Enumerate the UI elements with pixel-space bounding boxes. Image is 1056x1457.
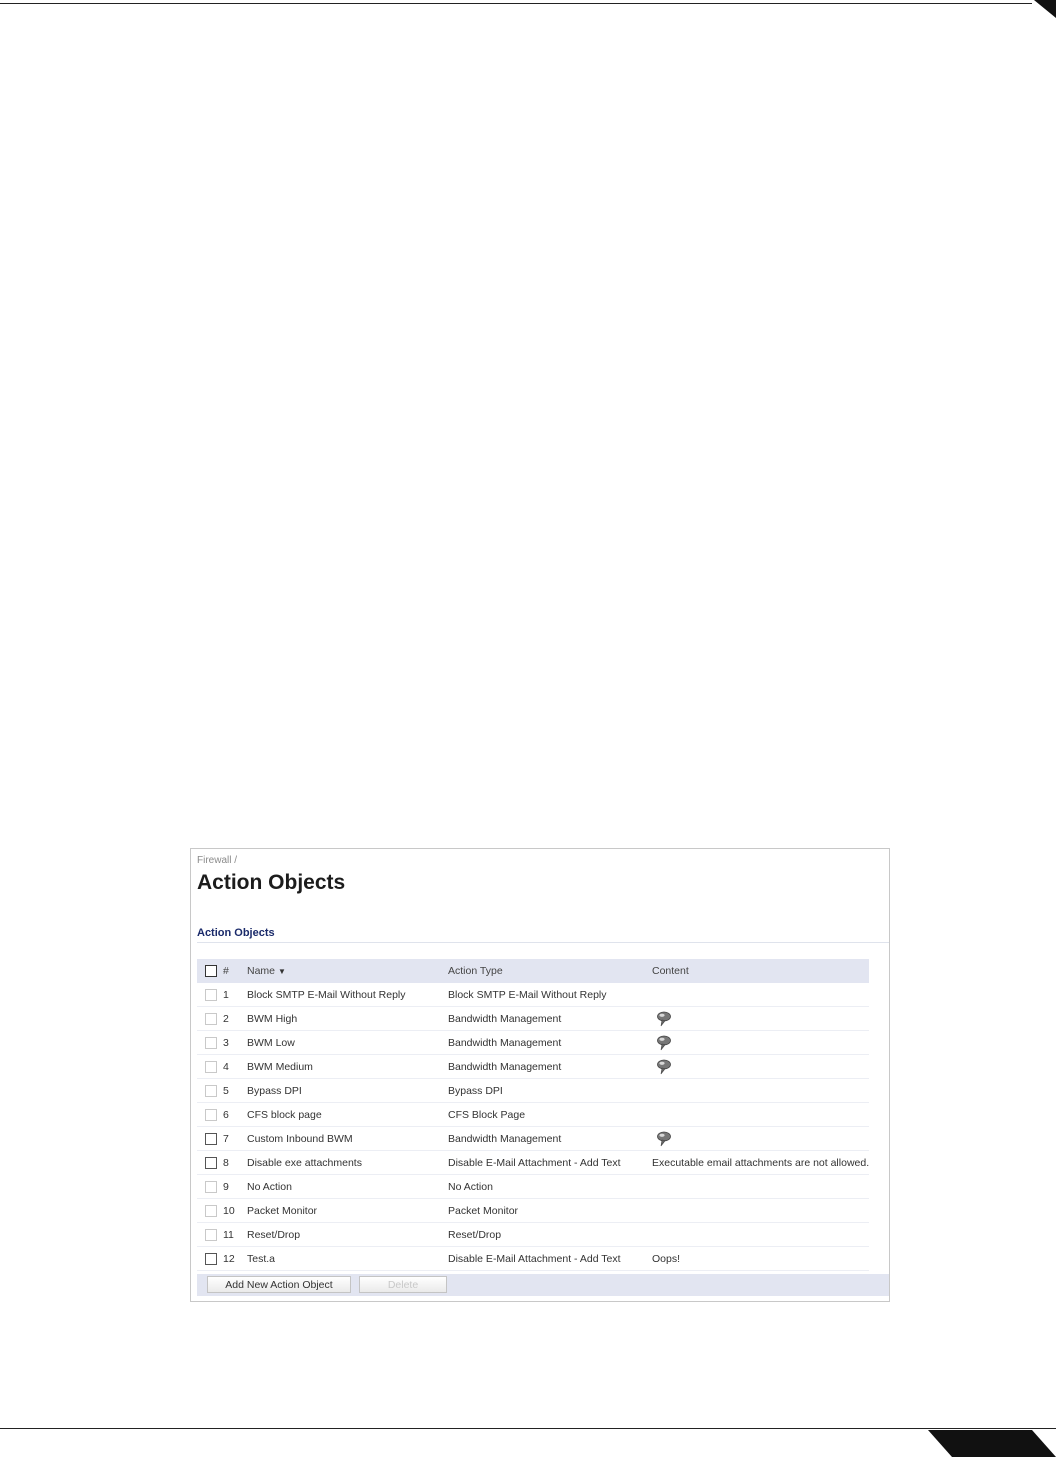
row-action-type: Block SMTP E-Mail Without Reply: [448, 983, 652, 1007]
row-number: 4: [223, 1055, 247, 1079]
row-action-type: Bandwidth Management: [448, 1055, 652, 1079]
row-number: 11: [223, 1223, 247, 1247]
row-checkbox[interactable]: [205, 1157, 217, 1169]
select-all-checkbox[interactable]: [205, 965, 217, 977]
row-number: 10: [223, 1199, 247, 1223]
row-checkbox[interactable]: [205, 1181, 217, 1193]
row-name: Disable exe attachments: [247, 1151, 448, 1175]
row-number: 9: [223, 1175, 247, 1199]
row-content: [652, 1103, 869, 1127]
table-row[interactable]: [197, 1151, 869, 1175]
row-select-cell: [197, 1199, 223, 1223]
row-select-cell: [197, 1055, 223, 1079]
row-select-cell: [197, 1031, 223, 1055]
row-checkbox[interactable]: [205, 1229, 217, 1241]
top-rule: [0, 3, 1032, 4]
column-header-num[interactable]: #: [223, 959, 247, 983]
row-number: 7: [223, 1127, 247, 1151]
row-name: No Action: [247, 1175, 448, 1199]
action-objects-screenshot: [190, 848, 890, 1302]
row-checkbox[interactable]: [205, 1061, 217, 1073]
row-checkbox[interactable]: [205, 1085, 217, 1097]
row-number: 1: [223, 983, 247, 1007]
triangle-down-icon[interactable]: ▼: [278, 967, 286, 976]
table-row[interactable]: [197, 1031, 869, 1055]
row-name: Test.a: [247, 1247, 448, 1271]
row-name: BWM High: [247, 1007, 448, 1031]
table-row[interactable]: [197, 1223, 869, 1247]
row-number: 5: [223, 1079, 247, 1103]
row-action-type: Reset/Drop: [448, 1223, 652, 1247]
table-footer: [197, 1274, 889, 1296]
row-checkbox[interactable]: [205, 1205, 217, 1217]
row-action-type: Bandwidth Management: [448, 1031, 652, 1055]
row-select-cell: [197, 1103, 223, 1127]
row-name: Packet Monitor: [247, 1199, 448, 1223]
row-content: [652, 1007, 869, 1031]
comment-bubble-icon[interactable]: [656, 1011, 672, 1027]
breadcrumb[interactable]: Firewall /: [197, 855, 238, 866]
row-content: [652, 1031, 869, 1055]
row-action-type: Disable E-Mail Attachment - Add Text: [448, 1151, 652, 1175]
row-action-type: Bandwidth Management: [448, 1127, 652, 1151]
table-row[interactable]: [197, 1079, 869, 1103]
column-header-name[interactable]: [247, 959, 448, 983]
row-name: Bypass DPI: [247, 1079, 448, 1103]
row-number: 3: [223, 1031, 247, 1055]
corner-tab-bottom: [928, 1430, 1056, 1457]
select-all-cell: [197, 959, 223, 983]
row-name: Block SMTP E-Mail Without Reply: [247, 983, 448, 1007]
row-select-cell: [197, 1175, 223, 1199]
action-objects-table: [197, 959, 869, 1271]
row-action-type: Disable E-Mail Attachment - Add Text: [448, 1247, 652, 1271]
row-checkbox[interactable]: [205, 1109, 217, 1121]
row-select-cell: [197, 1151, 223, 1175]
corner-tab-top: [1034, 0, 1056, 18]
row-name: Reset/Drop: [247, 1223, 448, 1247]
row-content: Oops!: [652, 1247, 869, 1271]
row-action-type: No Action: [448, 1175, 652, 1199]
row-select-cell: [197, 1007, 223, 1031]
row-content: [652, 1223, 869, 1247]
row-select-cell: [197, 1127, 223, 1151]
bottom-rule: [0, 1428, 1056, 1429]
table-row[interactable]: [197, 1175, 869, 1199]
comment-bubble-icon[interactable]: [656, 1131, 672, 1147]
table-row[interactable]: [197, 1055, 869, 1079]
row-content: [652, 1175, 869, 1199]
row-content: Executable email attachments are not allowed.: [652, 1151, 869, 1175]
delete-button[interactable]: Delete: [359, 1276, 447, 1293]
section-divider: [197, 942, 889, 943]
row-number: 6: [223, 1103, 247, 1127]
add-new-action-object-button[interactable]: Add New Action Object: [207, 1276, 351, 1293]
row-select-cell: [197, 983, 223, 1007]
row-checkbox[interactable]: [205, 1013, 217, 1025]
section-title: Action Objects: [197, 927, 275, 939]
row-name: BWM Low: [247, 1031, 448, 1055]
column-header-name-label: Name: [247, 965, 276, 977]
table-row[interactable]: [197, 1247, 869, 1271]
row-select-cell: [197, 1223, 223, 1247]
table-row[interactable]: [197, 1127, 869, 1151]
row-number: 12: [223, 1247, 247, 1271]
column-header-action-type[interactable]: Action Type: [448, 959, 652, 983]
page-title: Action Objects: [197, 871, 346, 894]
column-header-content[interactable]: Content: [652, 959, 869, 983]
row-checkbox[interactable]: [205, 989, 217, 1001]
table-row[interactable]: [197, 1007, 869, 1031]
row-number: 8: [223, 1151, 247, 1175]
row-content: [652, 1055, 869, 1079]
row-checkbox[interactable]: [205, 1037, 217, 1049]
row-content: [652, 983, 869, 1007]
row-select-cell: [197, 1079, 223, 1103]
row-name: Custom Inbound BWM: [247, 1127, 448, 1151]
comment-bubble-icon[interactable]: [656, 1059, 672, 1075]
row-action-type: Bypass DPI: [448, 1079, 652, 1103]
table-row[interactable]: [197, 1103, 869, 1127]
row-select-cell: [197, 1247, 223, 1271]
row-content: [652, 1127, 869, 1151]
row-name: BWM Medium: [247, 1055, 448, 1079]
table-row[interactable]: [197, 1199, 869, 1223]
comment-bubble-icon[interactable]: [656, 1035, 672, 1051]
row-number: 2: [223, 1007, 247, 1031]
table-header-row: [197, 959, 869, 983]
row-action-type: Packet Monitor: [448, 1199, 652, 1223]
row-checkbox[interactable]: [205, 1133, 217, 1145]
row-name: CFS block page: [247, 1103, 448, 1127]
row-content: [652, 1079, 869, 1103]
table-row[interactable]: [197, 983, 869, 1007]
row-action-type: CFS Block Page: [448, 1103, 652, 1127]
row-action-type: Bandwidth Management: [448, 1007, 652, 1031]
row-checkbox[interactable]: [205, 1253, 217, 1265]
row-content: [652, 1199, 869, 1223]
